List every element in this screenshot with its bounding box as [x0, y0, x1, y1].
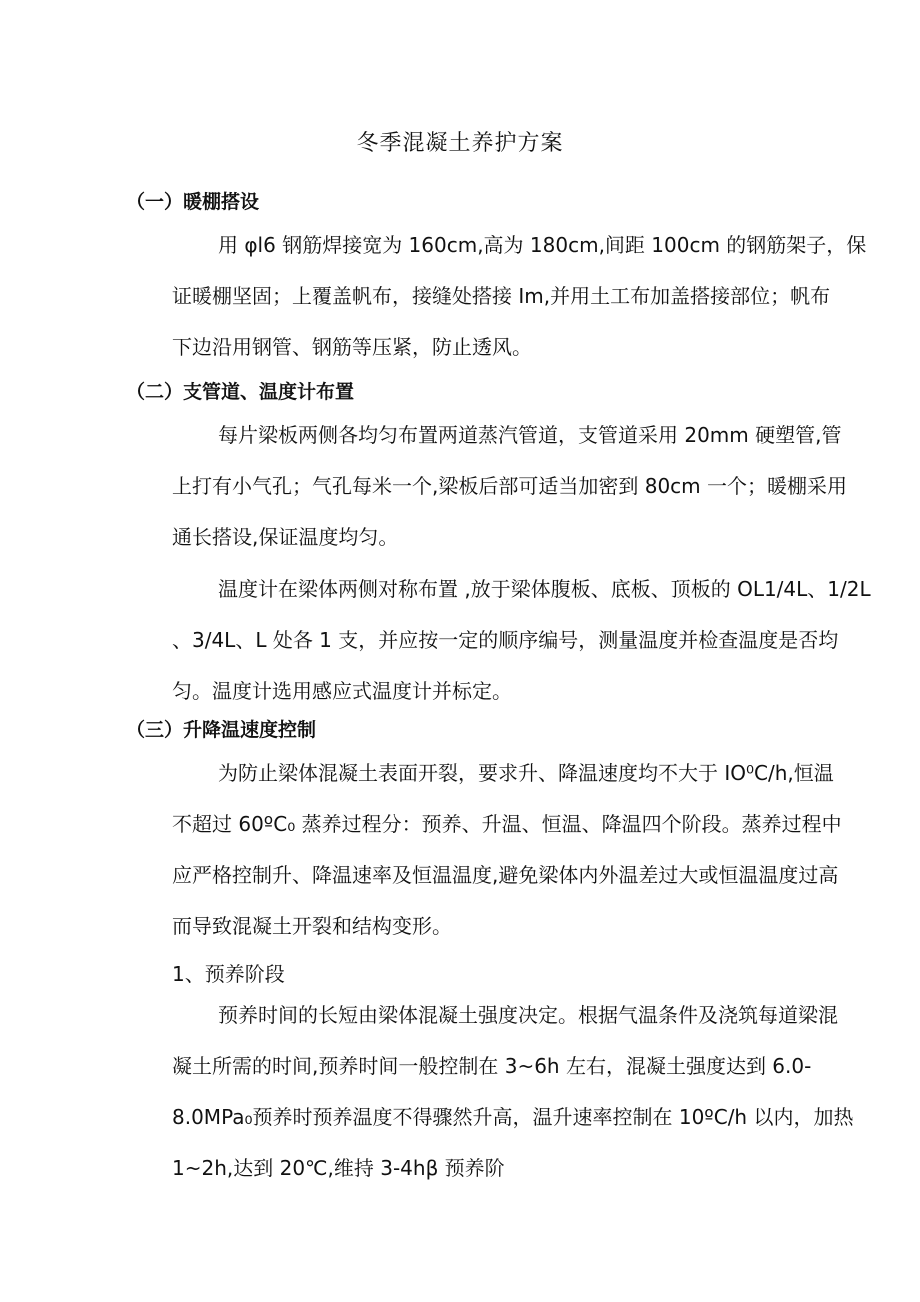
paragraph-line: 应严格控制升、降温速率及恒温温度,避免梁体内外温差过大或恒温温度过高 [172, 863, 839, 887]
paragraph-line: 而导致混凝土开裂和结构变形。 [172, 914, 452, 938]
paragraph-line: 凝土所需的时间,预养时间一般控制在 3~6h 左右，混凝土强度达到 6.0- [172, 1054, 812, 1078]
paragraph-line: 匀。温度计选用感应式温度计并标定。 [172, 679, 512, 703]
section-2-paragraph-1 [126, 410, 847, 563]
paragraph-line: 温度计在梁体两侧对称布置 ,放于梁体腹板、底板、顶板的 OL1/4L、1/2L [218, 577, 871, 601]
subsection-paragraph-1 [126, 990, 854, 1194]
paragraph-line: 预养时间的长短由梁体混凝土强度决定。根据气温条件及浇筑每道梁混 [218, 1003, 838, 1027]
paragraph-line: 1~2h,达到 20℃,维持 3-4hβ 预养阶 [172, 1156, 505, 1180]
section-heading-3: （三）升降温速度控制 [126, 719, 317, 741]
subsection-heading: 1、预养阶段 [172, 962, 285, 986]
section-1-paragraph-1 [126, 220, 867, 373]
document-title: 冬季混凝土养护方案 [356, 131, 564, 156]
paragraph-line: 8.0MPa₀预养时预养温度不得骤然升高，温升速率控制在 10ºC/h 以内，加热 [172, 1105, 854, 1129]
paragraph-line: 下边沿用钢管、钢筋等压紧，防止透风。 [172, 335, 532, 359]
paragraph-line: 不超过 60ºC₀ 蒸养过程分：预养、升温、恒温、降温四个阶段。蒸养过程中 [172, 812, 842, 836]
paragraph-line: 通长搭设,保证温度均匀。 [172, 525, 399, 549]
paragraph-line: 每片梁板两侧各均匀布置两道蒸汽管道，支管道采用 20mm 硬塑管,管 [218, 423, 842, 447]
section-heading-1: （一）暖棚搭设 [126, 191, 260, 213]
paragraph-line: 证暖棚坚固；上覆盖帆布，接缝处搭接 Im,并用土工布加盖搭接部位；帆布 [172, 284, 831, 308]
paragraph-line: 、3/4L、L 处各 1 支，并应按一定的顺序编号，测量温度并检查温度是否均 [172, 628, 839, 652]
paragraph-line: 用 φl6 钢筋焊接宽为 160cm,高为 180cm,间距 100cm 的钢筋架子，保 [218, 233, 867, 257]
section-3-paragraph-1 [126, 748, 842, 952]
section-2-paragraph-2 [126, 564, 871, 717]
paragraph-line: 上打有小气孔；气孔每米一个,梁板后部可适当加密到 80cm 一个；暖棚采用 [172, 474, 847, 498]
section-heading-2: （二）支管道、温度计布置 [126, 381, 355, 403]
paragraph-line: 为防止梁体混凝土表面开裂，要求升、降温速度均不大于 IO⁰C/h,恒温 [218, 761, 834, 785]
